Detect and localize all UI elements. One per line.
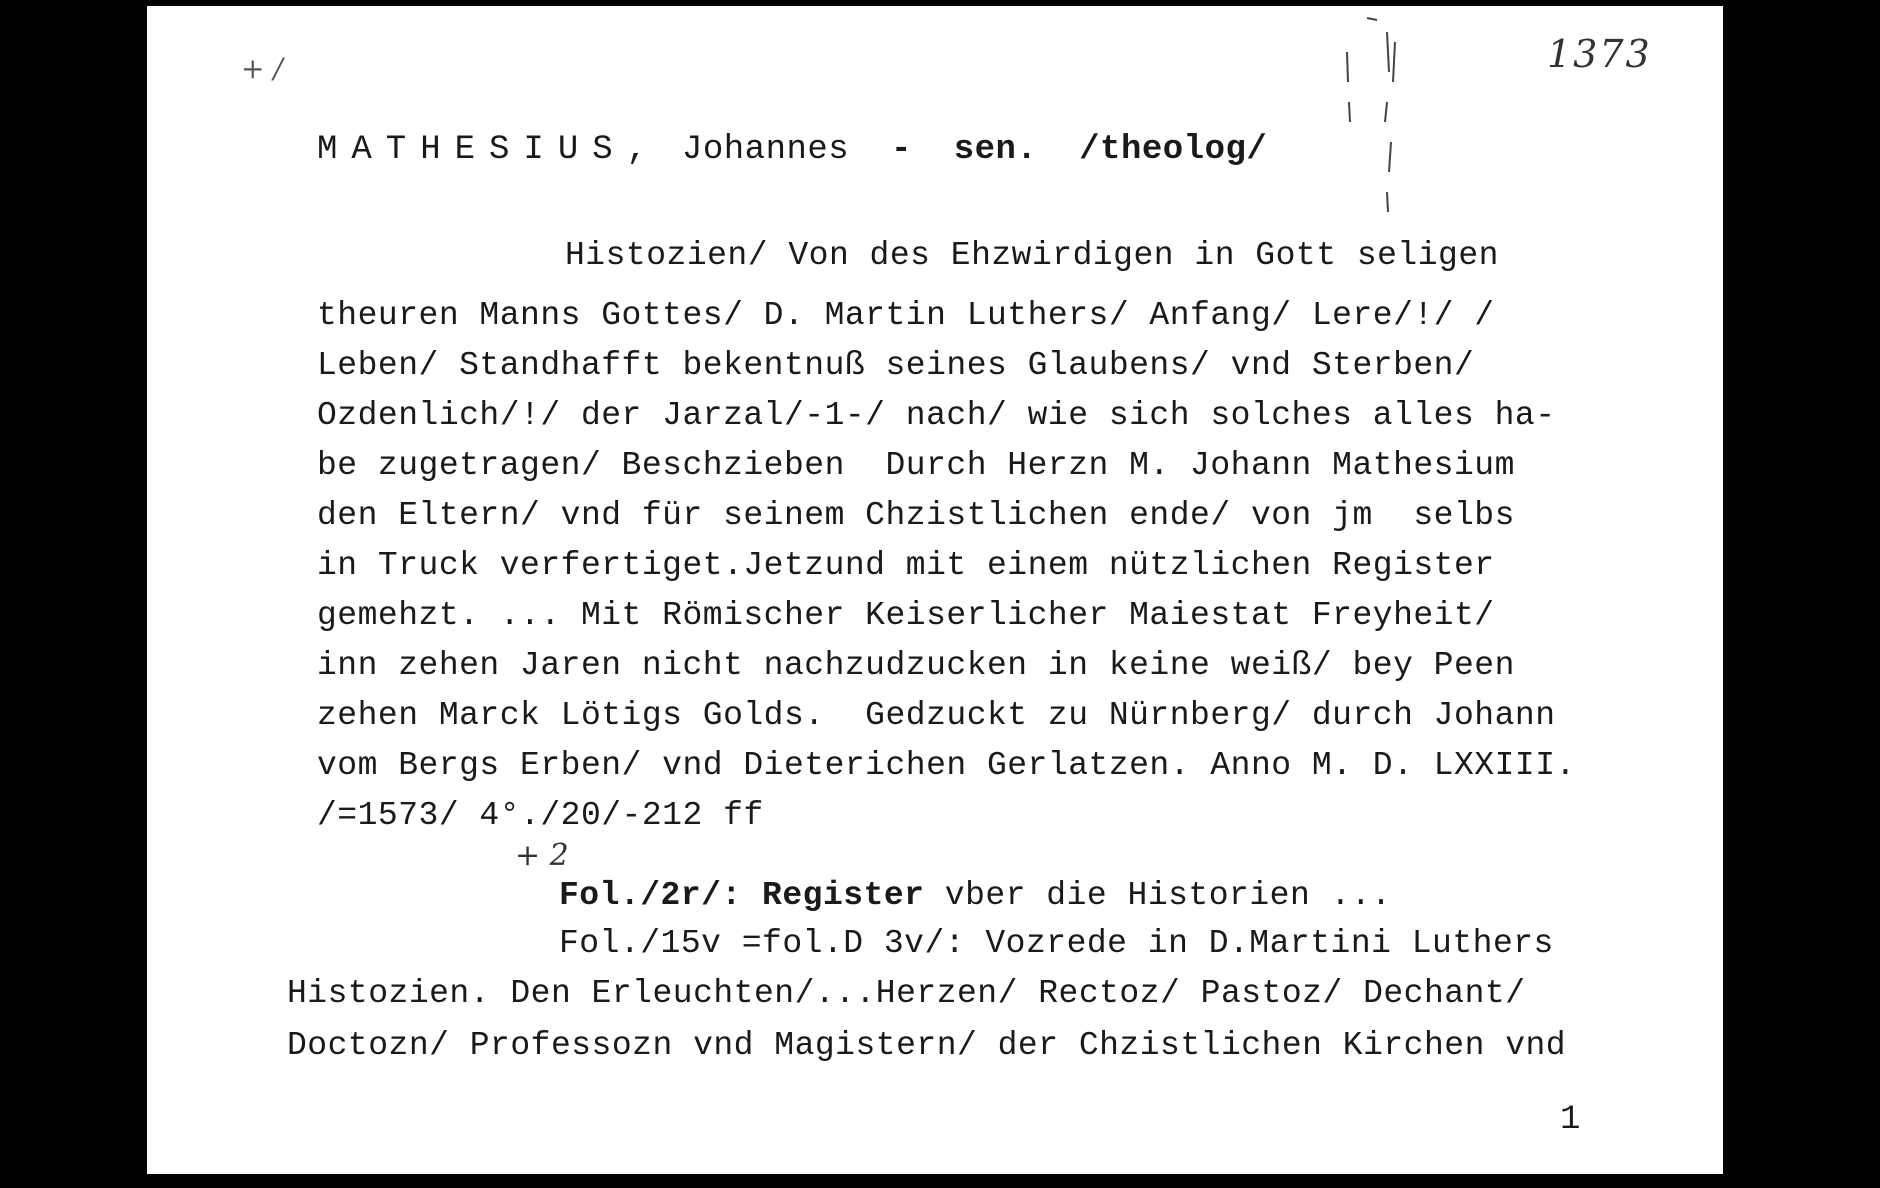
contents-line bbox=[559, 876, 1391, 916]
title-line: den Eltern/ vnd für seinem Chzistlichen ende/ von jm selbs bbox=[317, 497, 1515, 534]
contents-text: vber die Historien ... bbox=[924, 877, 1392, 914]
title-line: vom Bergs Erben/ vnd Dieterichen Gerlatzen. Anno M. D. LXXIII. bbox=[317, 747, 1576, 784]
contents-line: Doctozn/ Professozn vnd Magistern/ der Chzistlichen Kirchen vnd bbox=[287, 1027, 1567, 1064]
scan-specks bbox=[1327, 12, 1447, 242]
author-surname: MATHESIUS, bbox=[317, 131, 662, 169]
author-role: /theolog/ bbox=[1079, 131, 1268, 169]
title-line: theuren Manns Gottes/ D. Martin Luthers/ Anfang/ Lere/!/ / bbox=[317, 297, 1495, 334]
archive-number: 1373 bbox=[1547, 32, 1652, 76]
author-given-name: Johannes bbox=[681, 131, 850, 169]
register-keyword: Register bbox=[762, 877, 925, 914]
collation-line: /=1573/ 4°./20/-212 ff bbox=[317, 797, 764, 834]
title-line: Leben/ Standhafft bekentnuß seines Glaubens/ vnd Sterben/ bbox=[317, 347, 1475, 384]
author-suffix: sen. bbox=[953, 131, 1038, 169]
page-number: 1 bbox=[1560, 1101, 1581, 1139]
contents-line: Histozien. Den Erleuchten/...Herzen/ Rectoz/ Pastoz/ Dechant/ bbox=[287, 975, 1526, 1012]
title-line: inn zehen Jaren nicht nachzudzucken in keine weiß/ bey Peen bbox=[317, 647, 1515, 684]
title-line: Histozien/ Von des Ehzwirdigen in Gott seligen bbox=[565, 237, 1499, 274]
heading-dash: - bbox=[891, 131, 912, 169]
contents-line: Fol./15v =fol.D 3v/: Vozrede in D.Martini Luthers bbox=[559, 925, 1554, 962]
corner-handwritten-mark: + / bbox=[241, 52, 283, 85]
entry-heading bbox=[317, 130, 1267, 170]
title-line: in Truck verfertiget.Jetzund mit einem nützlichen Register bbox=[317, 547, 1495, 584]
title-line: Ozdenlich/!/ der Jarzal/-1-/ nach/ wie sich solches alles ha- bbox=[317, 397, 1556, 434]
title-line: zehen Marck Lötigs Golds. Gedzuckt zu Nürnberg/ durch Johann bbox=[317, 697, 1556, 734]
title-line: gemehzt. ... Mit Römischer Keiserlicher Maiestat Freyheit/ bbox=[317, 597, 1495, 634]
handwritten-annotation: + 2 bbox=[515, 838, 569, 873]
title-line: be zugetragen/ Beschzieben Durch Herzn M. Johann Mathesium bbox=[317, 447, 1515, 484]
folio-reference: Fol./2r/: bbox=[559, 877, 742, 914]
catalog-card bbox=[147, 6, 1723, 1174]
